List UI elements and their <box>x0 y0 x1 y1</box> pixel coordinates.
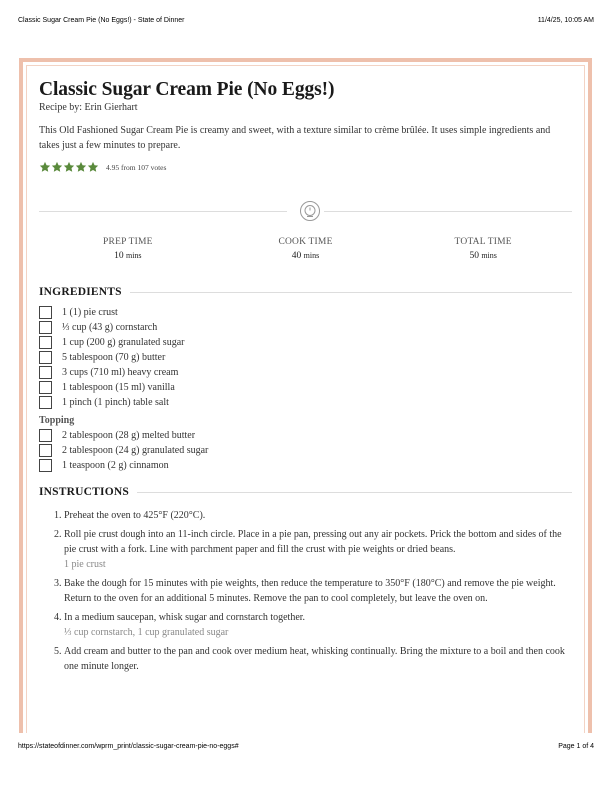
topping-list <box>39 428 572 473</box>
cook-time-unit: mins <box>303 251 320 260</box>
ingredient-text: 2 tablespoon (24 g) granulated sugar <box>62 445 209 456</box>
ingredient-text: 1 (1) pie crust <box>62 307 118 318</box>
instruction-text: Bake the dough for 15 minutes with pie weights, then reduce the temperature to 350°F (180°C) and remove the pie weight. Return to the oven for an additional 5 minutes. Remove the pan to cool completely, but leave the oven on. <box>64 578 556 604</box>
print-footer-url: https://stateofdinner.com/wprm_print/classic-sugar-cream-pie-no-eggs# <box>18 743 239 750</box>
instruction-text: In a medium saucepan, whisk sugar and cornstarch together. <box>64 612 306 623</box>
divider-line-right <box>324 211 572 212</box>
rating-text: 4.95 from 107 votes <box>106 162 167 172</box>
ingredient-text: 2 tablespoon (28 g) melted butter <box>62 430 196 441</box>
instruction-text: Roll pie crust dough into an 11-inch circle. Place in a pie pan, pressing out any air pockets. Prick the bottom and sides of the pie crust with a fork. Line with parchment paper and fill the crust with pie weights or dried beans. <box>64 529 562 555</box>
total-time <box>394 237 572 261</box>
ingredient-item <box>39 380 572 395</box>
prep-time-label: PREP TIME <box>103 237 153 247</box>
ingredient-item <box>39 305 572 320</box>
instruction-step <box>64 610 572 640</box>
instruction-step <box>64 644 572 674</box>
recipe-card-inner <box>26 65 585 733</box>
ingredient-text: 1 pinch (1 pinch) table salt <box>62 397 169 408</box>
ingredient-item <box>39 335 572 350</box>
cook-time <box>217 237 395 261</box>
instructions-rule <box>137 492 572 493</box>
recipe-summary: This Old Fashioned Sugar Cream Pie is creamy and sweet, with a texture similar to crème brûlée. It uses simple ingredients and takes just a few minutes to prepare. <box>39 125 551 151</box>
ingredient-text: 3 cups (710 ml) heavy cream <box>62 367 179 378</box>
divider-line-left <box>39 211 287 212</box>
print-header <box>18 17 594 24</box>
total-time-value <box>394 251 572 261</box>
ingredient-text: 1 teaspoon (2 g) cinnamon <box>62 460 169 471</box>
ingredients-header <box>39 286 572 298</box>
instruction-step <box>64 527 572 572</box>
recipe-times <box>39 237 572 261</box>
instruction-ingredients: 1 pie crust <box>64 559 106 570</box>
instruction-text: Add cream and butter to the pan and cook over medium heat, whisking continually. Bring the mixture to a boil and then cook one minute longer. <box>64 646 565 672</box>
recipe-card <box>19 58 592 733</box>
ingredient-text: ⅓ cup (43 g) cornstarch <box>62 322 158 333</box>
topping-item <box>39 428 572 443</box>
recipe-title: Classic Sugar Cream Pie (No Eggs!) <box>39 79 335 100</box>
ingredients-list <box>39 305 572 410</box>
times-divider <box>39 200 572 222</box>
cook-time-number: 40 <box>291 251 302 261</box>
recipe-content <box>39 78 572 678</box>
ingredient-item <box>39 350 572 365</box>
star-icon[interactable] <box>63 161 75 173</box>
instructions-header <box>39 486 572 498</box>
recipe-byline: Recipe by: Erin Gierhart <box>39 102 138 113</box>
ingredient-text: 5 tablespoon (70 g) butter <box>62 352 166 363</box>
total-time-number: 50 <box>469 251 479 261</box>
cook-time-label: COOK TIME <box>278 237 333 247</box>
star-icon[interactable] <box>87 161 99 173</box>
ingredient-checkbox[interactable] <box>39 459 52 472</box>
instruction-text: Preheat the oven to 425°F (220°C). <box>64 510 206 521</box>
instruction-ingredients: ⅓ cup cornstarch, 1 cup granulated sugar <box>64 627 229 638</box>
ingredient-item <box>39 365 572 380</box>
print-header-title: Classic Sugar Cream Pie (No Eggs!) - State of Dinner <box>18 17 185 24</box>
ingredient-checkbox[interactable] <box>39 351 52 364</box>
ingredients-rule <box>130 292 572 293</box>
topping-item <box>39 458 572 473</box>
ingredient-checkbox[interactable] <box>39 366 52 379</box>
clock-icon <box>299 200 321 222</box>
recipe-rating <box>39 160 572 174</box>
instruction-step <box>64 576 572 606</box>
ingredient-text: 1 cup (200 g) granulated sugar <box>62 337 185 348</box>
ingredient-text: 1 tablespoon (15 ml) vanilla <box>62 382 175 393</box>
ingredient-item <box>39 395 572 410</box>
print-footer <box>18 743 594 750</box>
print-footer-page: Page 1 of 4 <box>558 743 594 750</box>
topping-item <box>39 443 572 458</box>
print-header-datetime: 11/4/25, 10:05 AM <box>537 17 594 24</box>
ingredient-checkbox[interactable] <box>39 321 52 334</box>
ingredient-checkbox[interactable] <box>39 306 52 319</box>
total-time-unit: mins <box>481 251 497 260</box>
star-icon[interactable] <box>39 161 51 173</box>
instructions-heading: INSTRUCTIONS <box>39 486 129 498</box>
instruction-step <box>64 508 572 523</box>
star-icon[interactable] <box>51 161 63 173</box>
star-icon[interactable] <box>75 161 87 173</box>
instructions-list <box>39 508 572 674</box>
prep-time-unit: mins <box>125 251 142 260</box>
rating-stars <box>39 161 99 173</box>
prep-time-value <box>39 251 217 261</box>
cook-time-value <box>217 251 395 261</box>
ingredient-item <box>39 320 572 335</box>
ingredient-checkbox[interactable] <box>39 336 52 349</box>
total-time-label: TOTAL TIME <box>454 237 512 247</box>
ingredient-checkbox[interactable] <box>39 396 52 409</box>
ingredient-checkbox[interactable] <box>39 429 52 442</box>
ingredient-checkbox[interactable] <box>39 444 52 457</box>
prep-time <box>39 237 217 261</box>
prep-time-number: 10 <box>114 251 124 261</box>
ingredient-checkbox[interactable] <box>39 381 52 394</box>
ingredients-heading: INGREDIENTS <box>39 286 122 298</box>
topping-heading: Topping <box>39 415 75 426</box>
